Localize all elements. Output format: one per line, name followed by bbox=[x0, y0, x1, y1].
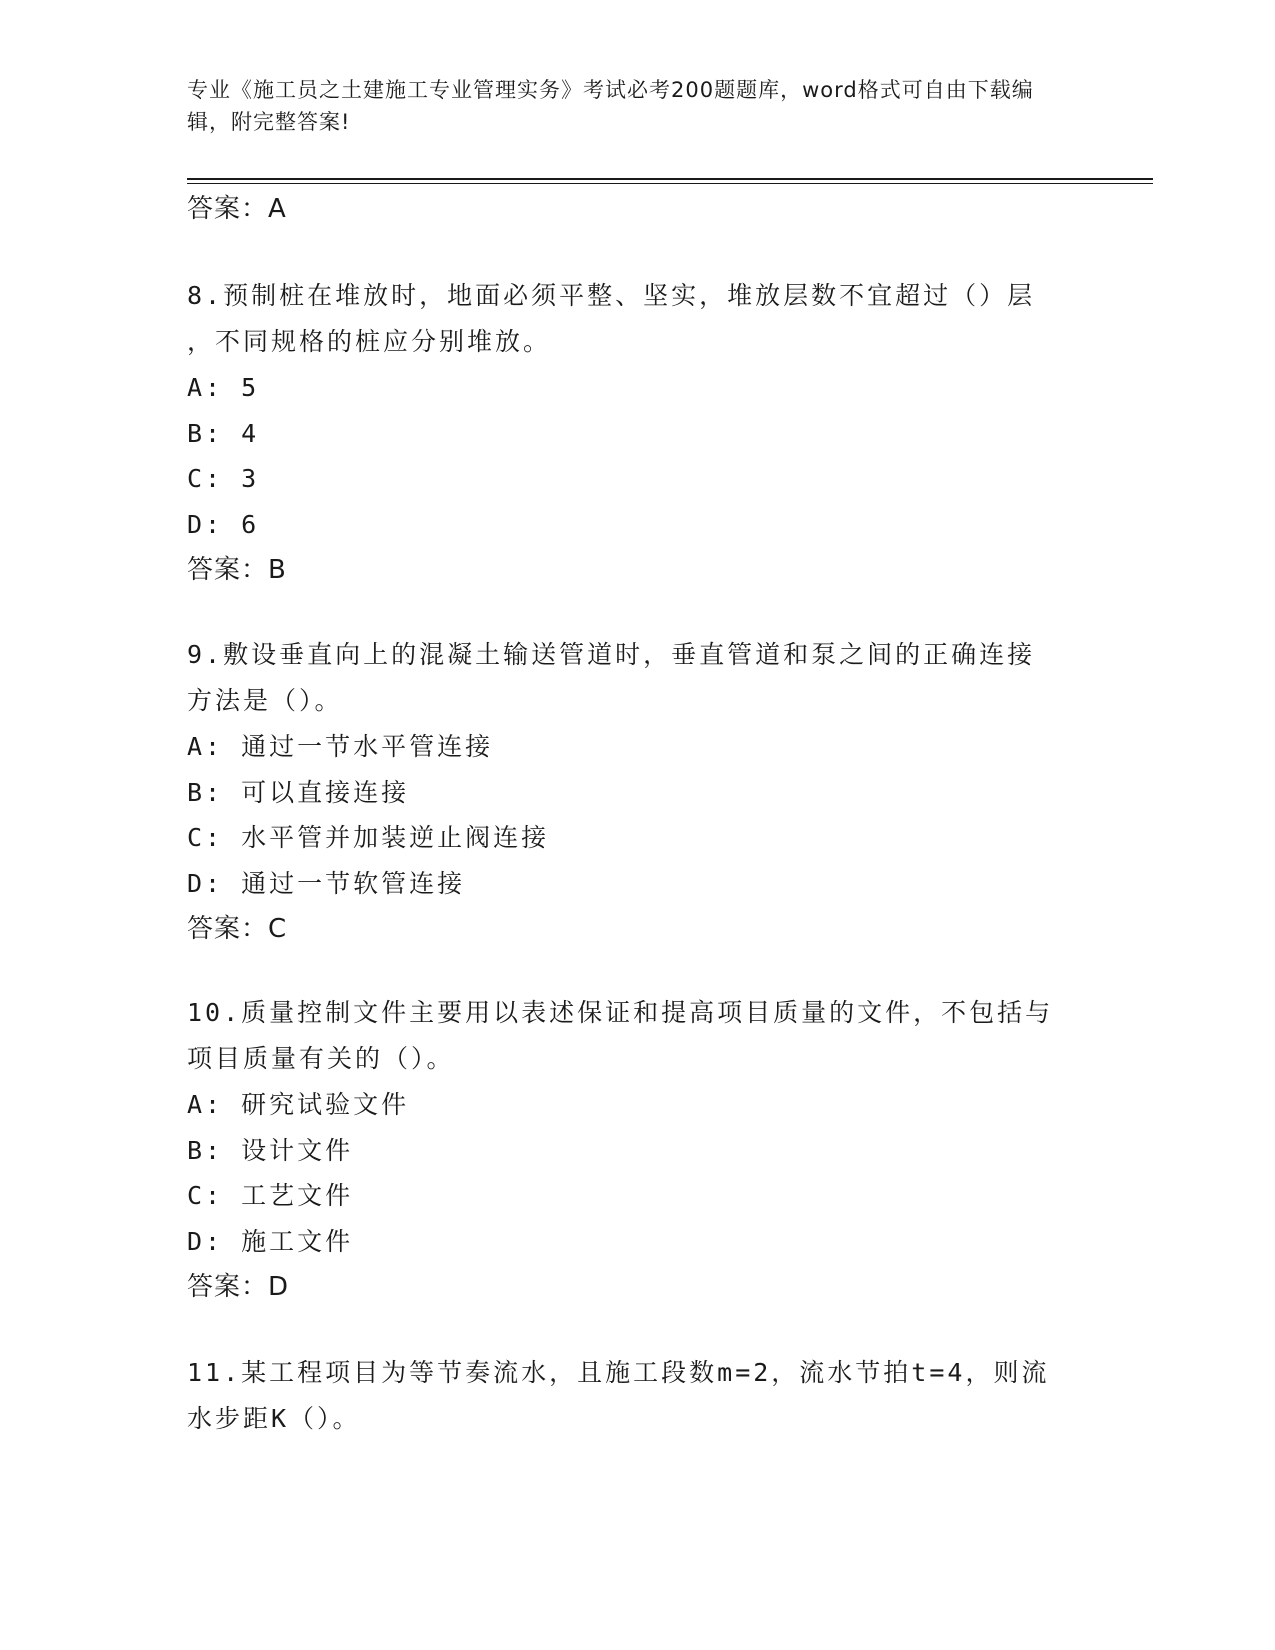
option-a: A: 研究试验文件 bbox=[187, 1090, 410, 1119]
header-divider-thin bbox=[187, 183, 1153, 184]
header-divider-thick bbox=[187, 178, 1153, 180]
answer-text: 答案：B bbox=[187, 555, 287, 585]
document-header: 专业《施工员之土建施工专业管理实务》考试必考200题题库，word格式可自由下载编辑，附完整答案! bbox=[187, 78, 1034, 134]
question-stem-line: 9.敷设垂直向上的混凝土输送管道时，垂直管道和泵之间的正确连接 bbox=[187, 640, 1036, 669]
option-c: C: 水平管并加装逆止阀连接 bbox=[187, 823, 550, 852]
option-d: D: 通过一节软管连接 bbox=[187, 868, 466, 898]
option-c: C: 3 bbox=[187, 464, 260, 493]
option-b: B: 可以直接连接 bbox=[187, 777, 410, 807]
option-c: C: 工艺文件 bbox=[187, 1181, 354, 1210]
question-item bbox=[187, 632, 1087, 952]
option-d: D: 施工文件 bbox=[187, 1226, 354, 1256]
option-a: A: 5 bbox=[187, 373, 260, 402]
question-stem-line: ，不同规格的桩应分别堆放。 bbox=[187, 327, 552, 356]
question-item bbox=[187, 990, 1087, 1310]
answer-line bbox=[187, 186, 1087, 232]
option-d: D: 6 bbox=[187, 509, 260, 539]
question-stem-line: 水步距K（）。 bbox=[187, 1404, 361, 1433]
option-b: B: 设计文件 bbox=[187, 1135, 354, 1165]
option-a: A: 通过一节水平管连接 bbox=[187, 732, 494, 761]
answer-text: 答案：A bbox=[187, 194, 287, 224]
question-stem-line: 11.某工程项目为等节奏流水，且施工段数m=2，流水节拍t=4，则流 bbox=[187, 1358, 1050, 1387]
question-stem-line: 8.预制桩在堆放时，地面必须平整、坚实，堆放层数不宜超过（）层 bbox=[187, 281, 1036, 310]
option-b: B: 4 bbox=[187, 418, 260, 448]
question-item bbox=[187, 1350, 1087, 1442]
question-stem-line: 项目质量有关的（）。 bbox=[187, 1044, 455, 1073]
answer-text: 答案：D bbox=[187, 1272, 290, 1302]
question-item bbox=[187, 273, 1087, 593]
answer-text: 答案：C bbox=[187, 914, 288, 944]
question-stem-line: 10.质量控制文件主要用以表述保证和提高项目质量的文件，不包括与 bbox=[187, 998, 1054, 1027]
question-stem-line: 方法是（）。 bbox=[187, 686, 343, 715]
